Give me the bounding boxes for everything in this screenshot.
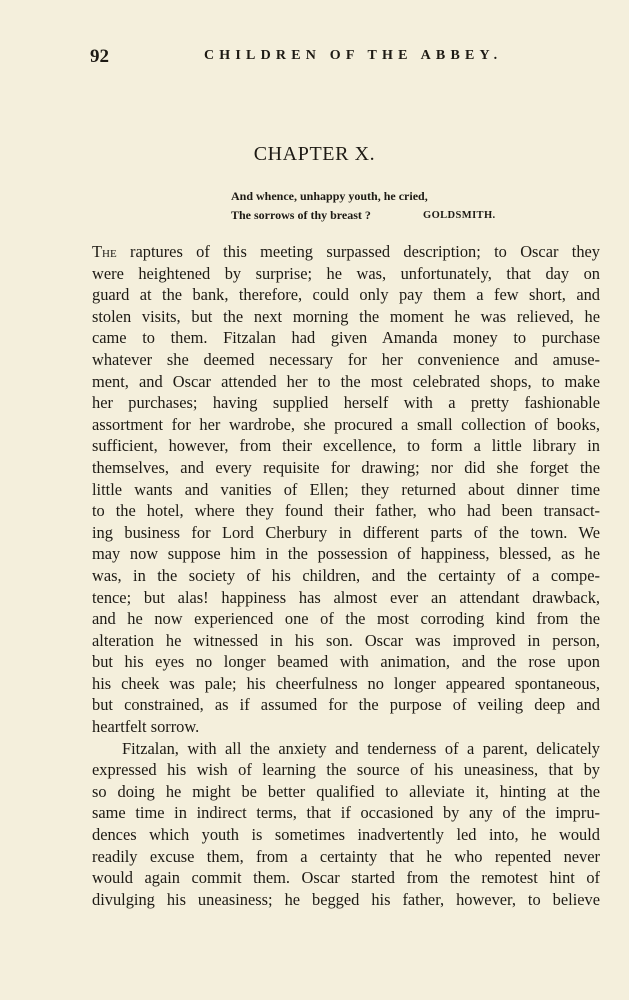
epigraph	[231, 187, 501, 225]
text-line: and he now experienced one of the most corroding kind from the	[92, 609, 600, 629]
running-head	[90, 46, 520, 70]
text-line: but his eyes no longer beamed with animation, and the rose upon	[92, 652, 600, 672]
text-line: ment, and Oscar attended her to the most celebrated shops, to make	[92, 371, 600, 391]
epigraph-line: The sorrows of thy breast ?	[231, 208, 371, 222]
text-line: expressed his wish of learning the source of his uneasiness, that by	[92, 760, 600, 780]
text-line: but constrained, as if assumed for the purpose of veiling deep and	[92, 695, 600, 715]
epigraph-attribution: GOLDSMITH.	[423, 210, 496, 221]
text-line: so doing he might be better qualified to alleviate it, hinting at the	[92, 781, 600, 801]
drop-word: The	[92, 242, 117, 261]
text-line: may now suppose him in the possession of happiness, blessed, as he	[92, 544, 600, 564]
chapter-title: CHAPTER X.	[253, 143, 376, 165]
text-line: came to them. Fitzalan had given Amanda money to purchase	[92, 328, 600, 348]
text-line: same time in indirect terms, that if occasioned by any of the impru-	[92, 803, 600, 823]
text-line	[92, 241, 600, 263]
text-line-rest: raptures of this meeting surpassed description; to Oscar they	[116, 242, 600, 261]
text-line: stolen visits, but the next morning the moment he was relieved, he	[92, 306, 600, 326]
text-line: his cheek was pale; his cheerfulness no longer appeared spontaneous,	[92, 673, 600, 693]
running-title: CHILDREN OF THE ABBEY.	[204, 48, 503, 63]
text-line: themselves, and every requisite for drawing; nor did she forget the	[92, 457, 600, 477]
text-line: little wants and vanities of Ellen; they returned about dinner time	[92, 479, 600, 499]
text-line: whatever she deemed necessary for her convenience and amuse-	[92, 349, 600, 369]
text-line: tence; but alas! happiness has almost ever an attendant drawback,	[92, 587, 600, 607]
text-line: would again commit them. Oscar started from the remotest hint of	[92, 868, 600, 888]
text-line: readily excuse them, from a certainty that he who repented never	[92, 846, 600, 866]
page-number: 92	[90, 46, 109, 67]
text-line: her purchases; having supplied herself with a pretty fashionable	[92, 393, 600, 413]
text-line: guard at the bank, therefore, could only pay them a few short, and	[92, 285, 600, 305]
text-line: dences which youth is sometimes inadvertently led into, he would	[92, 825, 600, 845]
text-line: assortment for her wardrobe, she procured a small collection of books,	[92, 414, 600, 434]
text-line: ing business for Lord Cherbury in different parts of the town. We	[92, 522, 600, 542]
text-line: heartfelt sorrow.	[92, 717, 200, 737]
text-line: was, in the society of his children, and the certainty of a compe-	[92, 565, 600, 585]
text-line: to the hotel, where they found their father, who had been transact-	[92, 501, 600, 521]
text-line: alteration he witnessed in his son. Oscar was improved in person,	[92, 630, 600, 650]
text-line: sufficient, however, from their excellence, to form a little library in	[92, 436, 600, 456]
text-line: Fitzalan, with all the anxiety and tenderness of a parent, delicately	[122, 738, 600, 758]
text-line: were heightened by surprise; he was, unfortunately, that day on	[92, 263, 600, 283]
epigraph-line: And whence, unhappy youth, he cried,	[231, 189, 428, 203]
body-text	[92, 241, 600, 910]
text-line: divulging his uneasiness; he begged his father, however, to believe	[92, 889, 600, 909]
